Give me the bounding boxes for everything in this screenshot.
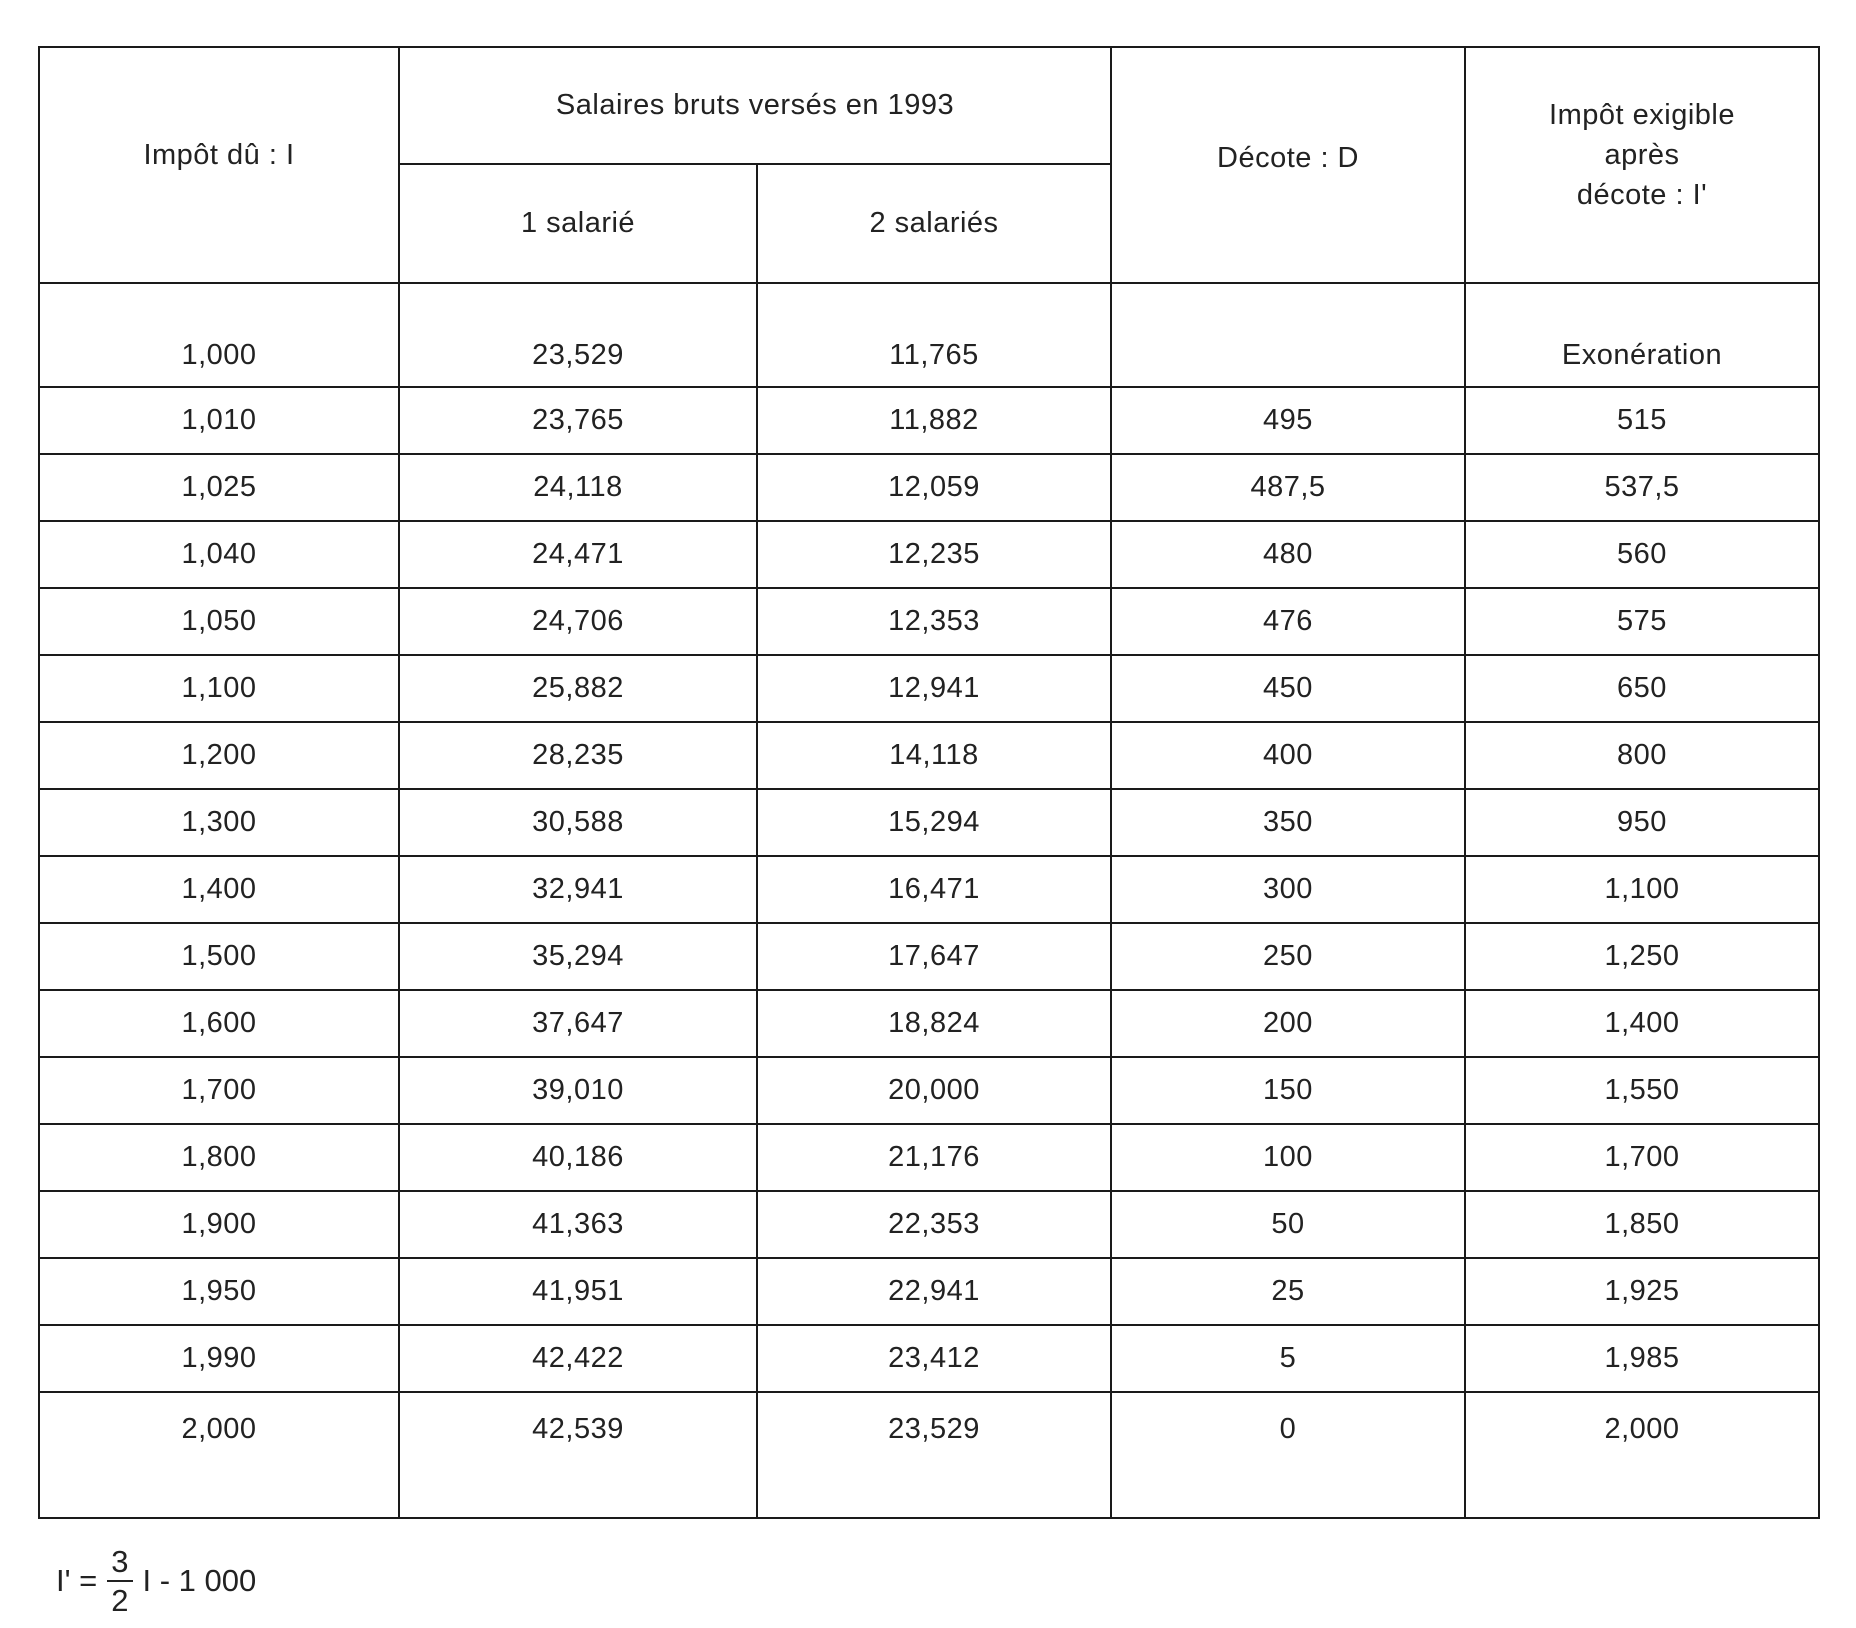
cell-decote: 400 bbox=[1111, 722, 1465, 789]
cell-impot-exigible: 1,550 bbox=[1465, 1057, 1819, 1124]
cell-decote: 300 bbox=[1111, 856, 1465, 923]
table-row bbox=[39, 856, 1819, 923]
cell-deux-salaries: 12,353 bbox=[757, 588, 1111, 655]
cell-un-salarie: 32,941 bbox=[399, 856, 757, 923]
cell-decote: 250 bbox=[1111, 923, 1465, 990]
cell-impot-du: 1,600 bbox=[39, 990, 399, 1057]
cell-un-salarie: 25,882 bbox=[399, 655, 757, 722]
table-row bbox=[39, 1392, 1819, 1518]
formula-fraction bbox=[107, 1546, 132, 1616]
cell-decote: 5 bbox=[1111, 1325, 1465, 1392]
cell-un-salarie: 23,529 bbox=[399, 283, 757, 387]
table-row bbox=[39, 655, 1819, 722]
cell-decote: 450 bbox=[1111, 655, 1465, 722]
cell-impot-exigible: 1,850 bbox=[1465, 1191, 1819, 1258]
table-body bbox=[39, 283, 1819, 1518]
header-salaires-bruts: Salaires bruts versés en 1993 bbox=[399, 47, 1111, 164]
cell-impot-du: 1,010 bbox=[39, 387, 399, 454]
header-deux-salaries: 2 salariés bbox=[757, 164, 1111, 283]
cell-deux-salaries: 22,353 bbox=[757, 1191, 1111, 1258]
cell-un-salarie: 24,706 bbox=[399, 588, 757, 655]
cell-impot-exigible: 950 bbox=[1465, 789, 1819, 856]
formula-denominator: 2 bbox=[111, 1583, 129, 1618]
cell-impot-du: 1,040 bbox=[39, 521, 399, 588]
cell-impot-du: 1,300 bbox=[39, 789, 399, 856]
table-row bbox=[39, 454, 1819, 521]
cell-un-salarie: 40,186 bbox=[399, 1124, 757, 1191]
table-row bbox=[39, 722, 1819, 789]
cell-deux-salaries: 20,000 bbox=[757, 1057, 1111, 1124]
cell-impot-du: 1,500 bbox=[39, 923, 399, 990]
tax-discount-table bbox=[38, 46, 1820, 1519]
cell-decote: 350 bbox=[1111, 789, 1465, 856]
cell-deux-salaries: 11,882 bbox=[757, 387, 1111, 454]
cell-impot-du: 1,800 bbox=[39, 1124, 399, 1191]
cell-deux-salaries: 22,941 bbox=[757, 1258, 1111, 1325]
cell-deux-salaries: 23,529 bbox=[757, 1392, 1111, 1518]
cell-impot-du: 1,950 bbox=[39, 1258, 399, 1325]
cell-impot-exigible: 575 bbox=[1465, 588, 1819, 655]
cell-impot-exigible: 650 bbox=[1465, 655, 1819, 722]
table-row bbox=[39, 1191, 1819, 1258]
header-un-salarie: 1 salarié bbox=[399, 164, 757, 283]
cell-deux-salaries: 21,176 bbox=[757, 1124, 1111, 1191]
cell-impot-exigible: 800 bbox=[1465, 722, 1819, 789]
cell-un-salarie: 23,765 bbox=[399, 387, 757, 454]
cell-un-salarie: 39,010 bbox=[399, 1057, 757, 1124]
cell-impot-exigible: 1,925 bbox=[1465, 1258, 1819, 1325]
cell-impot-du: 1,400 bbox=[39, 856, 399, 923]
header-impot-du: Impôt dû : I bbox=[39, 47, 399, 283]
cell-impot-exigible: 560 bbox=[1465, 521, 1819, 588]
cell-deux-salaries: 15,294 bbox=[757, 789, 1111, 856]
cell-impot-du: 1,900 bbox=[39, 1191, 399, 1258]
table-row bbox=[39, 387, 1819, 454]
table-row bbox=[39, 1325, 1819, 1392]
cell-deux-salaries: 18,824 bbox=[757, 990, 1111, 1057]
cell-decote: 25 bbox=[1111, 1258, 1465, 1325]
cell-deux-salaries: 11,765 bbox=[757, 283, 1111, 387]
table-row bbox=[39, 521, 1819, 588]
cell-impot-exigible: 537,5 bbox=[1465, 454, 1819, 521]
cell-decote bbox=[1111, 283, 1465, 387]
cell-un-salarie: 35,294 bbox=[399, 923, 757, 990]
header-row-1 bbox=[39, 47, 1819, 164]
cell-impot-exigible: 1,700 bbox=[1465, 1124, 1819, 1191]
cell-decote: 480 bbox=[1111, 521, 1465, 588]
cell-impot-exigible: 1,250 bbox=[1465, 923, 1819, 990]
cell-un-salarie: 37,647 bbox=[399, 990, 757, 1057]
cell-un-salarie: 30,588 bbox=[399, 789, 757, 856]
cell-impot-du: 1,100 bbox=[39, 655, 399, 722]
cell-un-salarie: 24,118 bbox=[399, 454, 757, 521]
cell-decote: 0 bbox=[1111, 1392, 1465, 1518]
cell-impot-exigible: 515 bbox=[1465, 387, 1819, 454]
cell-impot-du: 1,050 bbox=[39, 588, 399, 655]
cell-decote: 495 bbox=[1111, 387, 1465, 454]
cell-decote: 487,5 bbox=[1111, 454, 1465, 521]
cell-impot-exigible: 2,000 bbox=[1465, 1392, 1819, 1518]
cell-decote: 50 bbox=[1111, 1191, 1465, 1258]
header-decote: Décote : D bbox=[1111, 47, 1465, 283]
table-row bbox=[39, 588, 1819, 655]
cell-deux-salaries: 17,647 bbox=[757, 923, 1111, 990]
cell-decote: 150 bbox=[1111, 1057, 1465, 1124]
cell-decote: 476 bbox=[1111, 588, 1465, 655]
table-row bbox=[39, 789, 1819, 856]
cell-un-salarie: 42,422 bbox=[399, 1325, 757, 1392]
table-row bbox=[39, 923, 1819, 990]
cell-un-salarie: 41,951 bbox=[399, 1258, 757, 1325]
cell-impot-exigible: 1,985 bbox=[1465, 1325, 1819, 1392]
formula bbox=[56, 1546, 256, 1616]
cell-deux-salaries: 12,059 bbox=[757, 454, 1111, 521]
cell-impot-exigible: 1,100 bbox=[1465, 856, 1819, 923]
cell-impot-du: 1,700 bbox=[39, 1057, 399, 1124]
cell-impot-du: 1,025 bbox=[39, 454, 399, 521]
cell-impot-du: 1,000 bbox=[39, 283, 399, 387]
cell-un-salarie: 41,363 bbox=[399, 1191, 757, 1258]
cell-impot-exigible: 1,400 bbox=[1465, 990, 1819, 1057]
cell-un-salarie: 28,235 bbox=[399, 722, 757, 789]
cell-impot-du: 1,200 bbox=[39, 722, 399, 789]
table-row bbox=[39, 283, 1819, 387]
cell-impot-exigible: Exonération bbox=[1465, 283, 1819, 387]
header-impot-exigible: Impôt exigible après décote : I' bbox=[1465, 47, 1819, 283]
cell-decote: 100 bbox=[1111, 1124, 1465, 1191]
formula-numerator: 3 bbox=[107, 1546, 132, 1582]
cell-deux-salaries: 16,471 bbox=[757, 856, 1111, 923]
cell-deux-salaries: 14,118 bbox=[757, 722, 1111, 789]
cell-un-salarie: 24,471 bbox=[399, 521, 757, 588]
cell-deux-salaries: 12,235 bbox=[757, 521, 1111, 588]
table-row bbox=[39, 990, 1819, 1057]
table-row bbox=[39, 1057, 1819, 1124]
formula-lhs: I' = bbox=[56, 1563, 98, 1598]
cell-deux-salaries: 23,412 bbox=[757, 1325, 1111, 1392]
table-row bbox=[39, 1258, 1819, 1325]
cell-decote: 200 bbox=[1111, 990, 1465, 1057]
cell-impot-du: 2,000 bbox=[39, 1392, 399, 1518]
cell-deux-salaries: 12,941 bbox=[757, 655, 1111, 722]
cell-un-salarie: 42,539 bbox=[399, 1392, 757, 1518]
formula-rhs: I - 1 000 bbox=[142, 1563, 257, 1598]
table-row bbox=[39, 1124, 1819, 1191]
cell-impot-du: 1,990 bbox=[39, 1325, 399, 1392]
